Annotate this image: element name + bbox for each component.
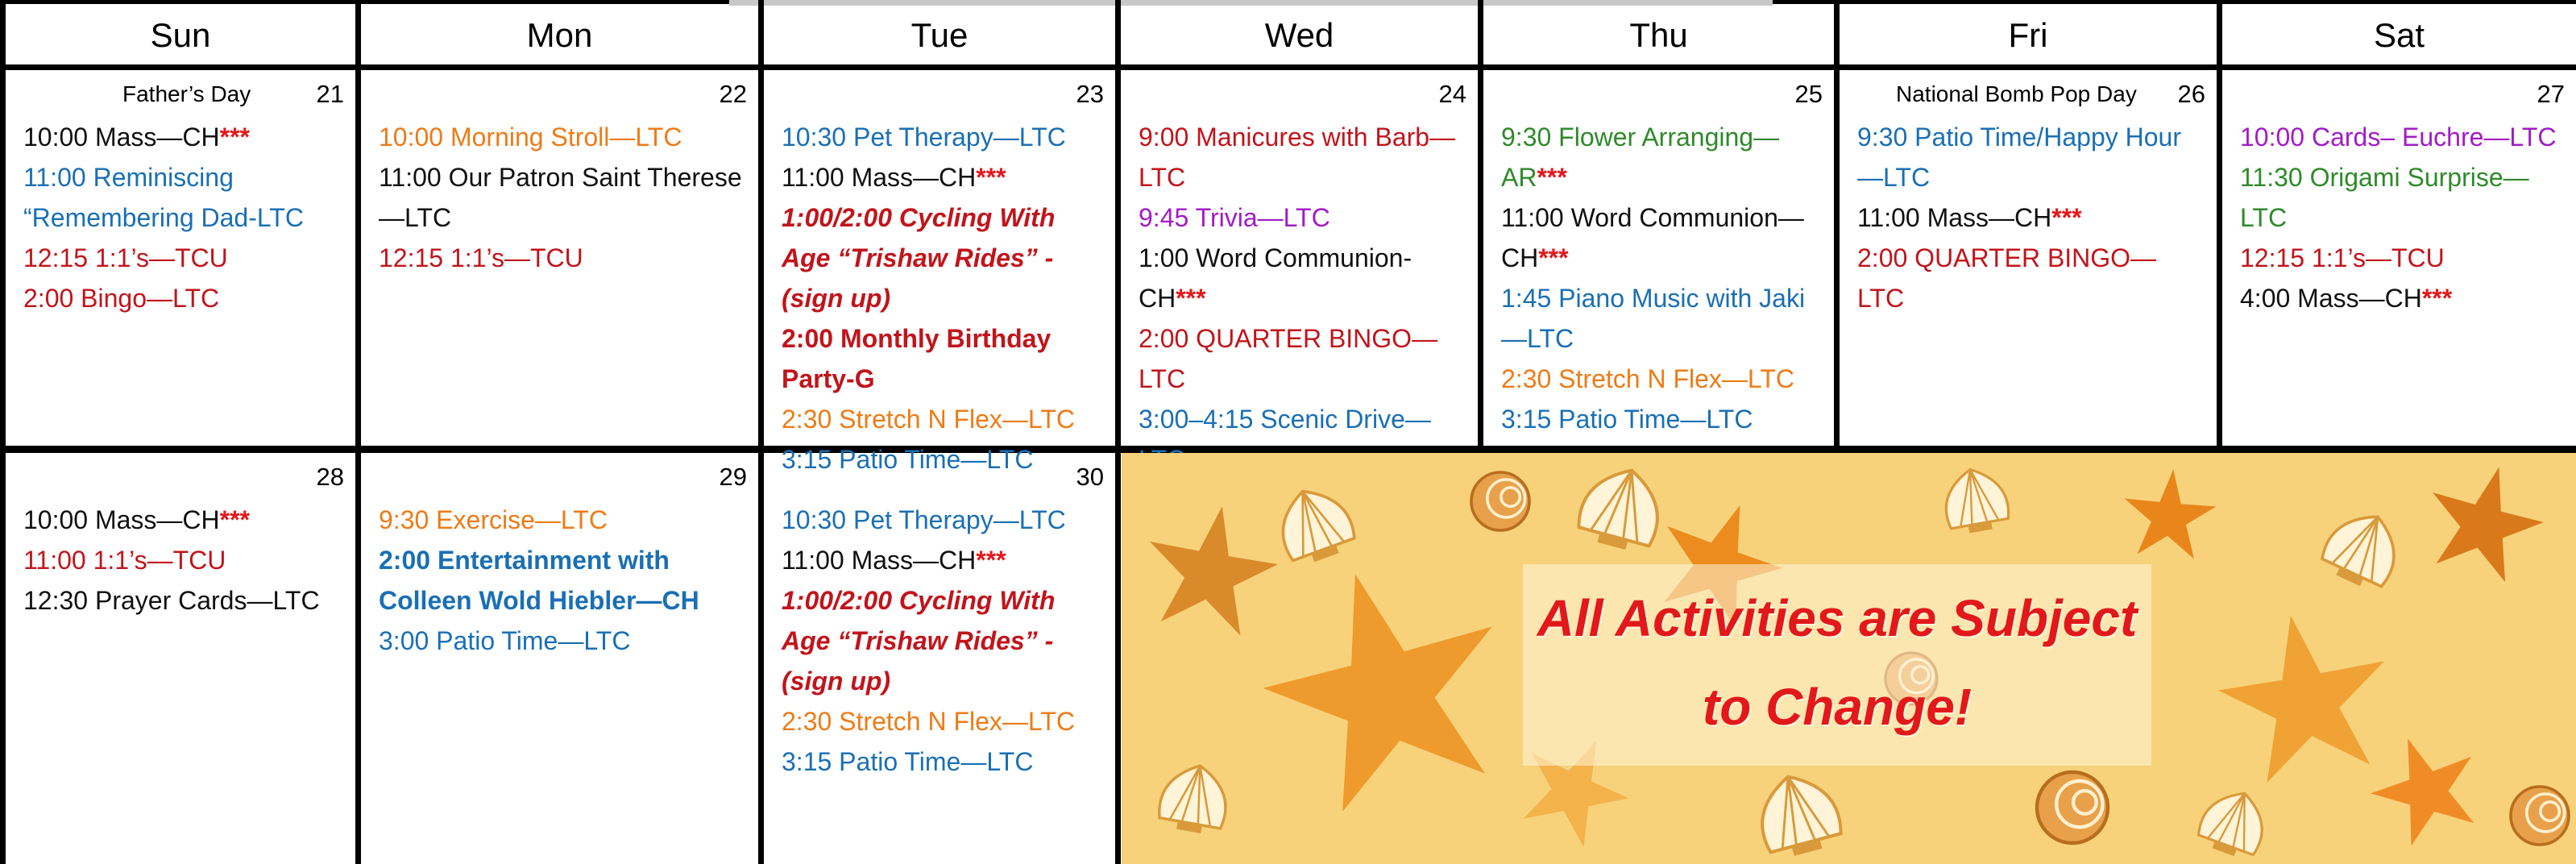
event-text: 10:30 Pet Therapy—LTC	[782, 123, 1066, 152]
event-item	[782, 157, 1101, 197]
event-text: 12:15 1:1’s—TCU	[23, 243, 228, 272]
header-mon: Mon	[526, 16, 593, 54]
event-item	[782, 318, 1101, 399]
event-stars: ***	[1537, 163, 1567, 192]
event-text: 10:00 Mass—CH	[23, 123, 220, 152]
event-text: 2:30 Stretch N Flex—LTC	[782, 405, 1075, 434]
event-item	[23, 500, 341, 540]
day-cell-26	[1840, 70, 2217, 446]
event-list	[1139, 117, 1463, 480]
event-item	[23, 540, 341, 580]
event-item	[1501, 359, 1819, 399]
event-item	[1139, 197, 1463, 238]
day-number: 26	[2177, 80, 2205, 108]
event-stars: ***	[1538, 243, 1569, 272]
event-list	[2240, 117, 2561, 318]
event-item	[23, 117, 341, 157]
day-number: 23	[1076, 80, 1104, 108]
event-stars: ***	[2421, 284, 2453, 313]
event-list	[23, 500, 341, 621]
day-cell-22	[361, 70, 758, 446]
grid-line-left	[0, 0, 6, 864]
event-text: 12:15 1:1’s—TCU	[2240, 243, 2445, 272]
day-note: National Bomb Pop Day	[1896, 81, 2137, 106]
event-text: 10:00 Morning Stroll—LTC	[379, 123, 682, 152]
event-text: 11:00 Mass—CH	[782, 546, 977, 575]
event-text: 2:00 Monthly Birthday Party-G	[782, 324, 1052, 393]
event-stars: ***	[1176, 284, 1206, 313]
header-fri: Fri	[2008, 16, 2048, 54]
day-number: 22	[719, 80, 747, 108]
event-text: 2:30 Stretch N Flex—LTC	[1501, 364, 1794, 393]
event-item	[23, 157, 341, 238]
day-number: 28	[316, 463, 344, 491]
event-item	[23, 238, 341, 278]
day-cell-23	[764, 70, 1115, 474]
event-item	[2240, 117, 2561, 157]
header-tue: Tue	[911, 16, 969, 54]
day-cell-25	[1483, 70, 1834, 446]
event-item	[782, 580, 1101, 701]
event-item	[23, 278, 341, 318]
event-item	[379, 157, 744, 238]
day-number: 21	[316, 80, 344, 108]
event-text: 9:45 Trivia—LTC	[1139, 203, 1330, 232]
event-text: 1:45 Piano Music with Jaki—LTC	[1501, 284, 1806, 353]
grid-line-wed-thu	[1478, 0, 1483, 448]
event-item	[782, 741, 1101, 782]
event-item	[379, 540, 744, 621]
day-note: Father’s Day	[122, 81, 251, 106]
event-list	[782, 117, 1101, 480]
event-text: 10:30 Pet Therapy—LTC	[782, 505, 1066, 534]
event-item	[1501, 399, 1819, 439]
event-item	[2240, 157, 2561, 238]
event-text: 1:00/2:00 Cycling With Age “Trishaw Rides” - (sign up)	[782, 203, 1056, 313]
event-text: 4:00 Mass—CH	[2240, 284, 2422, 313]
event-item	[379, 621, 744, 661]
event-text: 2:00 Entertainment with Colleen Wold Hiebler—CH	[379, 546, 699, 615]
event-item	[782, 701, 1101, 741]
event-text: 3:00–4:15 Scenic Drive—	[1139, 405, 1431, 434]
event-text: 12:15 1:1’s—TCU	[379, 243, 583, 272]
event-item	[1501, 117, 1819, 197]
event-item	[782, 399, 1101, 439]
grid-line-fri-sat	[2217, 0, 2222, 448]
event-text: 9:30 Flower Arranging—AR	[1501, 123, 1780, 192]
event-item	[782, 540, 1101, 580]
event-text: 9:30 Exercise—LTC	[379, 505, 608, 534]
event-text: 3:15 Patio Time—LTC	[782, 445, 1034, 474]
day-cell-27	[2222, 70, 2576, 446]
banner-message	[1523, 574, 2151, 751]
beach-banner	[1122, 453, 2576, 864]
grid-line-tue-wed	[1115, 0, 1121, 864]
event-text: 3:15 Patio Time—LTC	[782, 747, 1034, 776]
event-list	[1501, 117, 1819, 439]
event-stars: ***	[2051, 203, 2082, 232]
event-item	[1501, 197, 1819, 278]
event-text: 11:00 Our Patron Saint Therese—LTC	[379, 163, 742, 232]
event-text: 2:30 Stretch N Flex—LTC	[782, 707, 1075, 736]
event-text: 11:00 Word Communion—CH	[1501, 203, 1804, 272]
day-number: 30	[1076, 463, 1104, 491]
day-number: 27	[2537, 80, 2565, 108]
grid-line-thu-fri	[1834, 0, 1840, 448]
event-item	[23, 580, 341, 621]
event-item	[1857, 197, 2202, 238]
event-text: 2:00 QUARTER BINGO—LTC	[1139, 324, 1438, 393]
event-item	[1501, 278, 1819, 359]
grid-line-mon-tue	[758, 0, 764, 864]
event-list	[1857, 117, 2202, 318]
day-cell-21	[6, 70, 355, 446]
event-stars: ***	[976, 546, 1006, 575]
event-list	[23, 117, 341, 318]
event-stars: ***	[219, 123, 250, 152]
event-text: 1:00 Word Communion-CH	[1139, 243, 1412, 313]
event-stars: ***	[976, 163, 1006, 192]
header-divider	[0, 64, 2576, 70]
event-item	[1857, 117, 2202, 197]
event-item	[2240, 238, 2561, 278]
event-list	[782, 500, 1101, 782]
event-text: 11:00 Mass—CH	[782, 163, 977, 192]
day-cell-29	[361, 453, 758, 864]
header-wed: Wed	[1264, 16, 1334, 54]
banner-line-1: All Activities are Subject	[1537, 589, 2138, 647]
day-number: 24	[1438, 80, 1466, 108]
day-number: 25	[1794, 80, 1823, 108]
event-item	[2240, 278, 2561, 318]
header-thu: Thu	[1629, 16, 1688, 54]
event-text: 11:00 Reminiscing “Remembering Dad-LTC	[23, 163, 304, 232]
event-text: 11:00 Mass—CH	[1857, 203, 2052, 232]
day-cell-24	[1121, 70, 1478, 446]
grid-line-sun-mon	[355, 0, 361, 864]
event-item	[1139, 318, 1463, 399]
event-text: 1:00/2:00 Cycling With Age “Trishaw Rides” - (sign up)	[782, 586, 1056, 696]
event-item	[379, 500, 744, 540]
event-item	[1857, 238, 2202, 318]
event-stars: ***	[219, 505, 250, 534]
event-list	[379, 117, 744, 278]
day-number: 29	[719, 463, 747, 491]
day-cell-30	[764, 453, 1115, 864]
event-text: 9:30 Patio Time/Happy Hour—LTC	[1857, 123, 2181, 192]
event-text: 10:00 Cards– Euchre—LTC	[2240, 123, 2557, 152]
event-item	[782, 500, 1101, 540]
event-text: 12:30 Prayer Cards—LTC	[23, 586, 320, 615]
event-item	[782, 197, 1101, 318]
header-sat: Sat	[2373, 16, 2425, 54]
event-item	[1139, 238, 1463, 318]
event-text: 2:00 QUARTER BINGO—LTC	[1857, 243, 2157, 313]
event-item	[379, 117, 744, 157]
day-cell-28	[6, 453, 355, 864]
event-text: 11:30 Origami Surprise—LTC	[2240, 163, 2529, 232]
event-item	[782, 117, 1101, 157]
header-sun: Sun	[150, 16, 211, 54]
event-text: 10:00 Mass—CH	[23, 505, 220, 534]
event-text: 9:00 Manicures with Barb—LTC	[1139, 123, 1456, 192]
event-text: 11:00 1:1’s—TCU	[23, 546, 226, 575]
event-item	[379, 238, 744, 278]
event-text: 3:15 Patio Time—LTC	[1501, 405, 1753, 434]
event-item	[1139, 117, 1463, 197]
event-text: 3:00 Patio Time—LTC	[379, 626, 631, 655]
event-text: 2:00 Bingo—LTC	[23, 284, 220, 313]
banner-line-2: to Change!	[1702, 678, 1972, 736]
event-list	[379, 500, 744, 661]
